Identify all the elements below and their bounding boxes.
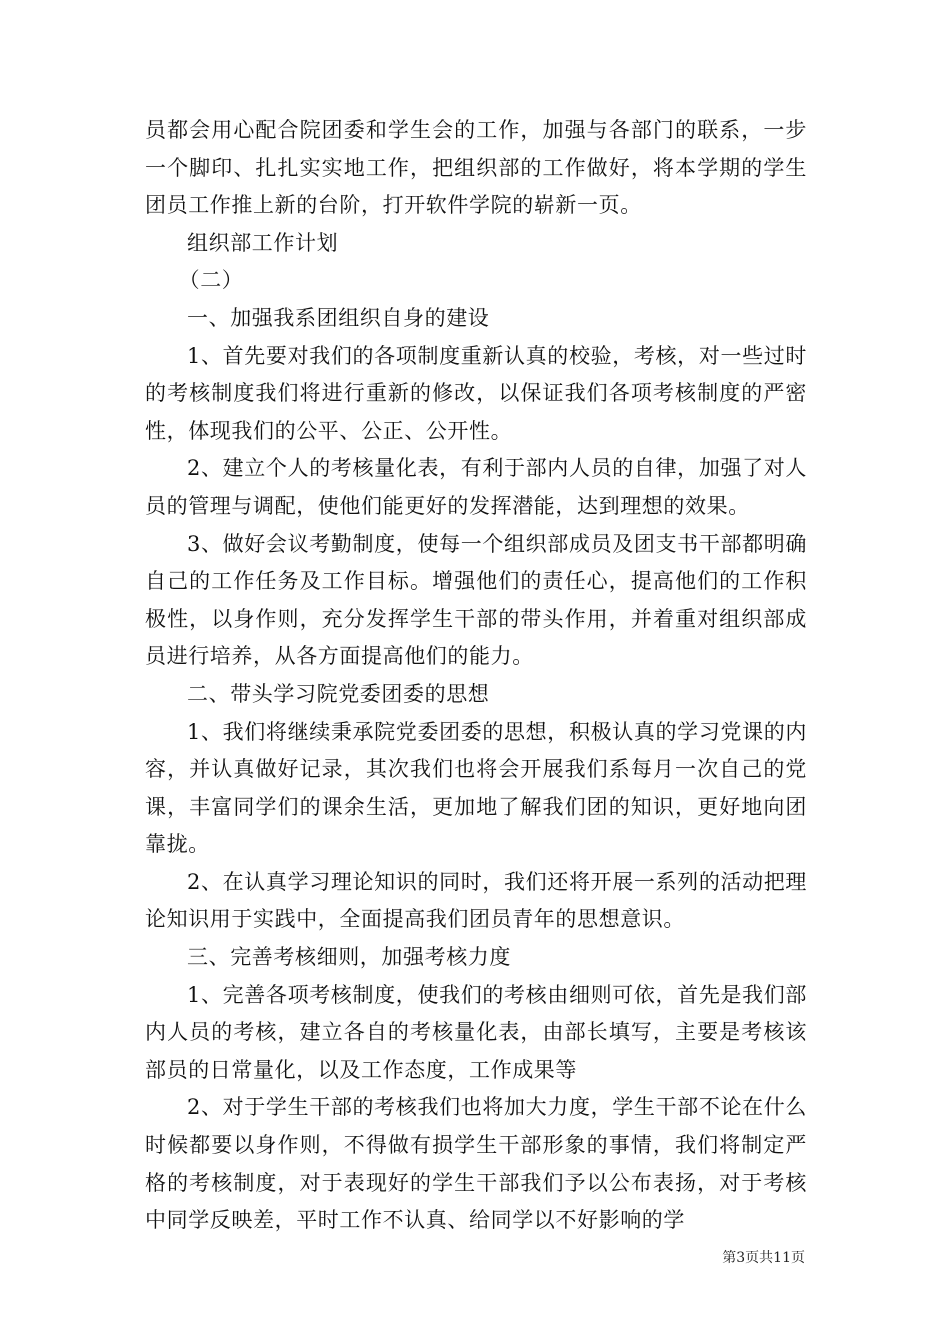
- document-body: [145, 112, 807, 1240]
- section-title: 组织部工作计划: [187, 230, 339, 255]
- page-number-footer: 第3页共11页: [722, 1250, 805, 1266]
- section-number: （二）: [178, 268, 244, 293]
- heading-1: 一、加强我系团组织自身的建设: [187, 305, 490, 330]
- paragraph-1-3: 3、做好会议考勤制度，使每一个组织部成员及团支书干部都明确自己的工作任务及工作目标。增强他们的责任心，提高他们的工作积极性，以身作则，充分发挥学生干部的带头作用，并着重对组织部成员进行培养，从各方面提高他们的能力。: [145, 531, 807, 669]
- paragraph-3-1: 1、完善各项考核制度，使我们的考核由细则可依，首先是我们部内人员的考核，建立各自的考核量化表，由部长填写，主要是考核该部员的日常量化，以及工作态度，工作成果等: [145, 982, 807, 1082]
- paragraph-continuation: 员都会用心配合院团委和学生会的工作，加强与各部门的联系，一步一个脚印、扎扎实实地工作，把组织部的工作做好，将本学期的学生团员工作推上新的台阶，打开软件学院的崭新一页。: [145, 118, 807, 218]
- paragraph-3-2: 2、对于学生干部的考核我们也将加大力度，学生干部不论在什么时候都要以身作则，不得做有损学生干部形象的事情，我们将制定严格的考核制度，对于表现好的学生干部我们予以公布表扬，对于考核中同学反映差，平时工作不认真、给同学以不好影响的学: [145, 1095, 807, 1233]
- paragraph-1-1: 1、首先要对我们的各项制度重新认真的校验，考核，对一些过时的考核制度我们将进行重新的修改，以保证我们各项考核制度的严密性，体现我们的公平、公正、公开性。: [145, 343, 807, 443]
- paragraph-2-1: 1、我们将继续秉承院党委团委的思想，积极认真的学习党课的内容，并认真做好记录，其次我们也将会开展我们系每月一次自己的党课，丰富同学们的课余生活，更加地了解我们团的知识，更好地向团靠拢。: [145, 719, 807, 857]
- paragraph-2-2: 2、在认真学习理论知识的同时，我们还将开展一系列的活动把理论知识用于实践中，全面提高我们团员青年的思想意识。: [145, 869, 807, 932]
- paragraph-1-2: 2、建立个人的考核量化表，有利于部内人员的自律，加强了对人员的管理与调配，使他们能更好的发挥潜能，达到理想的效果。: [145, 456, 807, 518]
- heading-3: 三、完善考核细则，加强考核力度: [187, 945, 511, 970]
- heading-2: 二、带头学习院党委团委的思想: [187, 681, 490, 706]
